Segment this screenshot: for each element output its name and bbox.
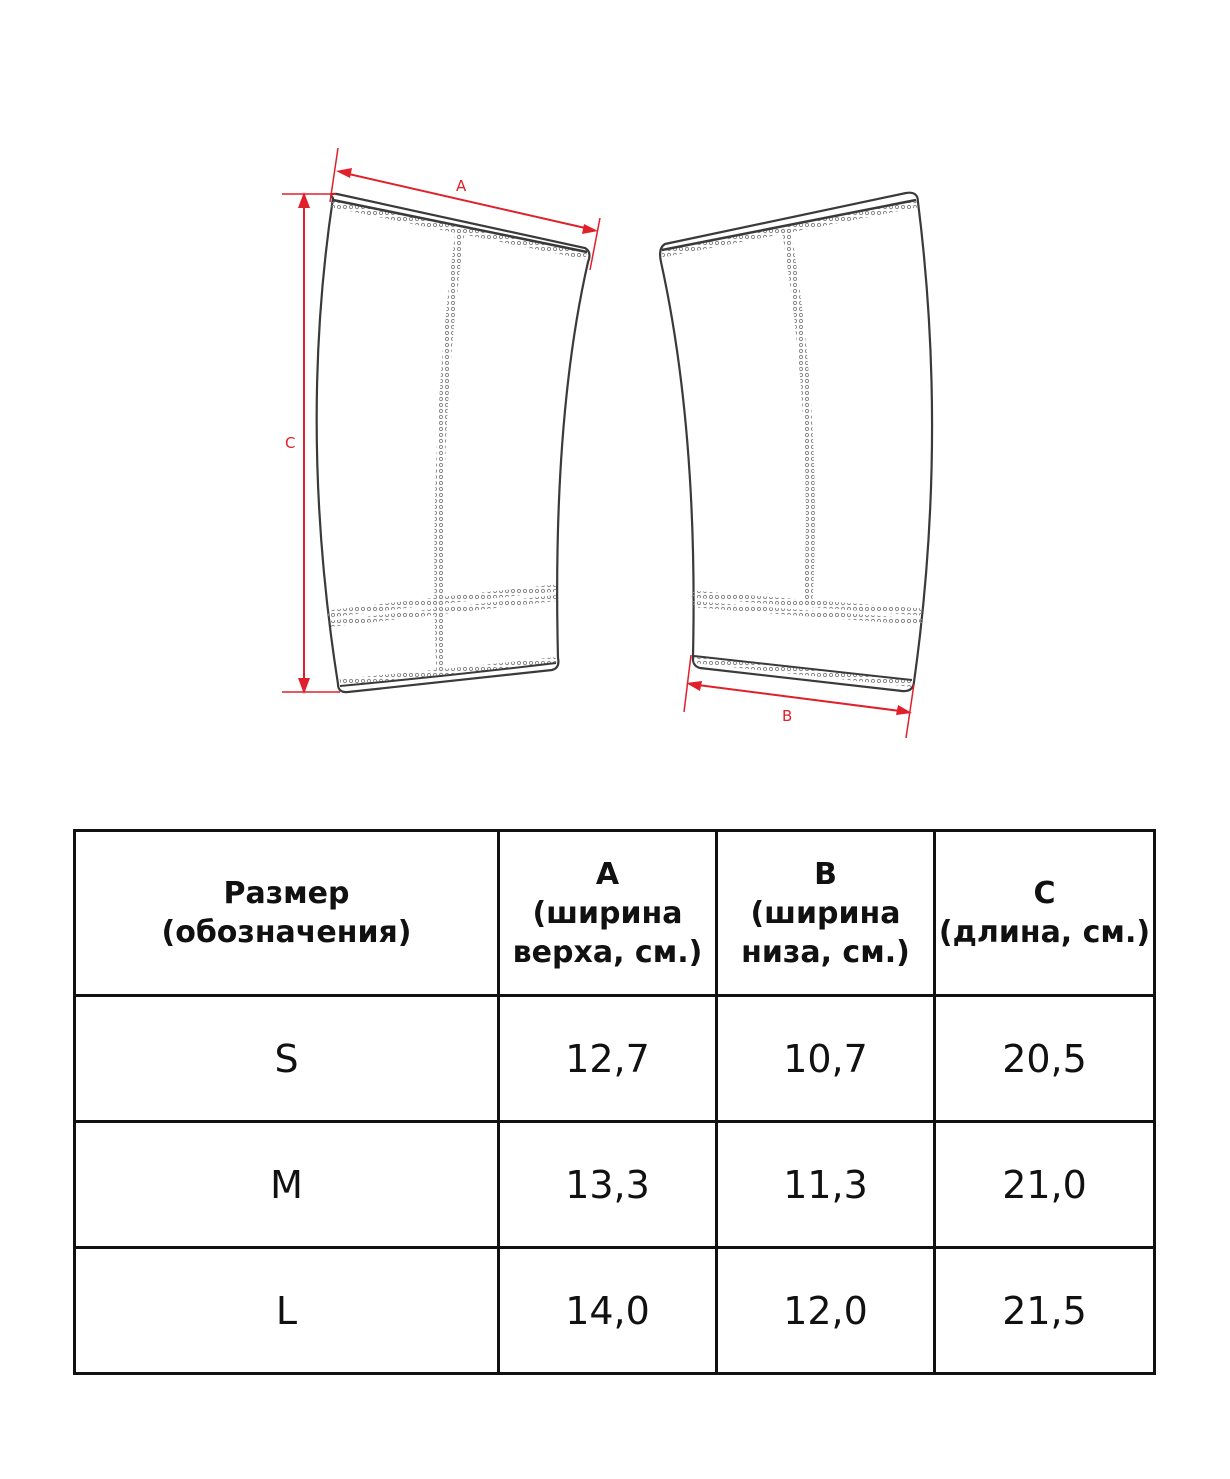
left-bottom-cuff-edge bbox=[340, 663, 556, 686]
header-size: Размер (обозначения) bbox=[75, 831, 499, 996]
cell-c: 21,5 bbox=[935, 1248, 1155, 1374]
header-c: C (длина, см.) bbox=[935, 831, 1155, 996]
right-center-seam bbox=[786, 228, 810, 604]
right-bottom-cuff-edge bbox=[694, 656, 912, 680]
size-table bbox=[73, 829, 1156, 1375]
cell-c: 20,5 bbox=[935, 996, 1155, 1122]
cell-a: 12,7 bbox=[499, 996, 717, 1122]
cell-c: 21,0 bbox=[935, 1122, 1155, 1248]
dimension-c-label: C bbox=[285, 434, 296, 452]
table-row bbox=[75, 1248, 1155, 1374]
cell-a: 14,0 bbox=[499, 1248, 717, 1374]
left-bottom-cuff-seam bbox=[340, 660, 556, 682]
dimension-a-label: A bbox=[456, 177, 467, 195]
cell-size: S bbox=[75, 996, 499, 1122]
left-sleeve bbox=[317, 194, 590, 692]
cell-b: 10,7 bbox=[717, 996, 935, 1122]
cell-b: 12,0 bbox=[717, 1248, 935, 1374]
right-sleeve bbox=[660, 193, 932, 691]
cell-size: L bbox=[75, 1248, 499, 1374]
cell-a: 13,3 bbox=[499, 1122, 717, 1248]
header-b: B (ширина низа, см.) bbox=[717, 831, 935, 996]
cell-b: 11,3 bbox=[717, 1122, 935, 1248]
dimension-b-label: B bbox=[782, 707, 793, 725]
cell-size: M bbox=[75, 1122, 499, 1248]
table-row bbox=[75, 996, 1155, 1122]
table-row bbox=[75, 1122, 1155, 1248]
header-a: A (ширина верха, см.) bbox=[499, 831, 717, 996]
table-header-row bbox=[75, 831, 1155, 996]
